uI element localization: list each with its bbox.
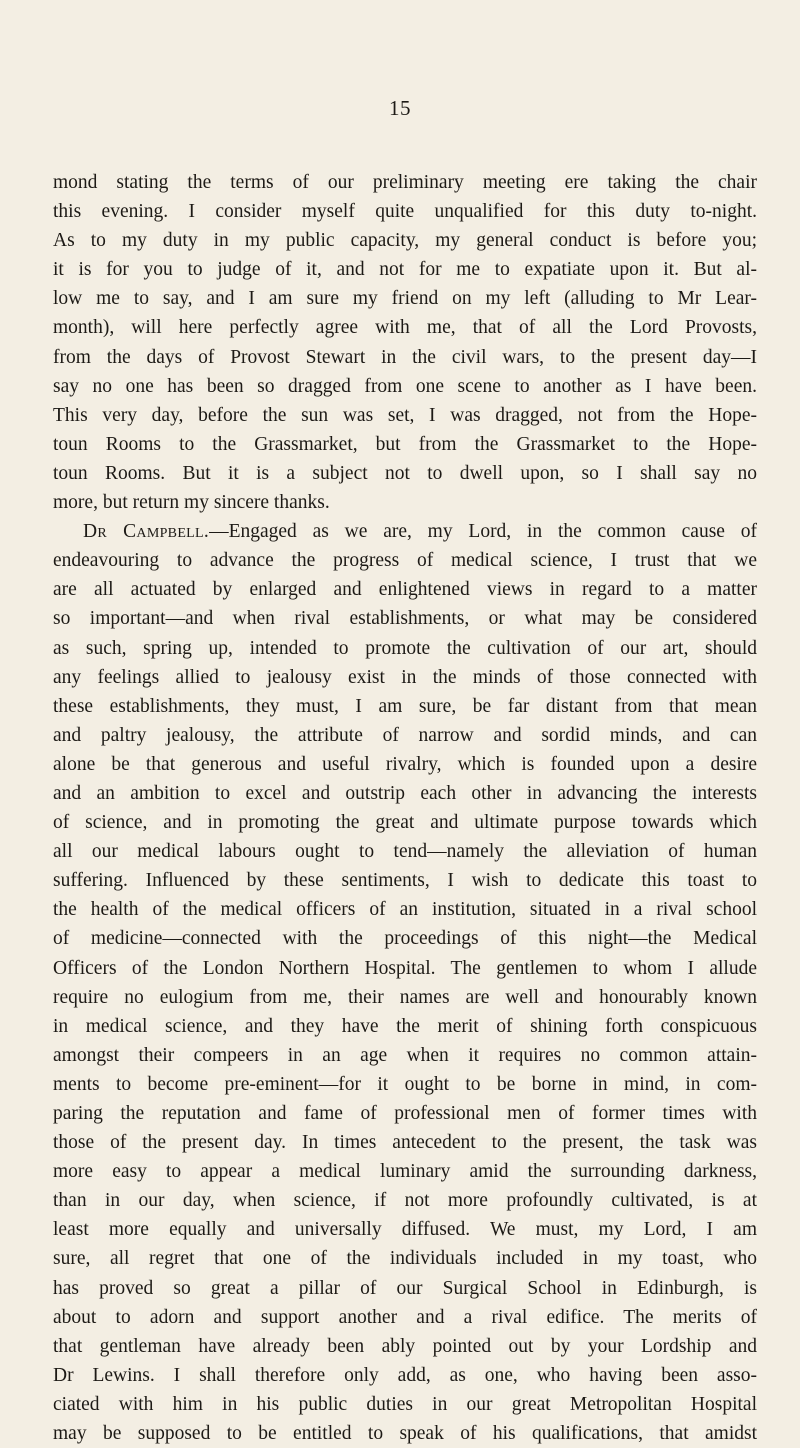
text-line: the health of the medical officers of an institution, situated in a rival school [53, 899, 757, 921]
text-line: say no one has been so dragged from one scene to another as I have been. [53, 375, 757, 397]
text-line: Dr Lewins. I shall therefore only add, as one, who having been asso- [53, 1364, 757, 1386]
text-line: amongst their compeers in an age when it requires no common attain- [53, 1044, 757, 1066]
text-line: month), will here perfectly agree with me, that of all the Lord Provosts, [53, 317, 757, 339]
text-line: This very day, before the sun was set, I was dragged, not from the Hope- [53, 404, 757, 426]
text-line: ciated with him in his public duties in our great Metropolitan Hospital [53, 1393, 757, 1415]
text-line: ments to become pre-eminent—for it ought to be borne in mind, in com- [53, 1073, 757, 1095]
text-line: may be supposed to be entitled to speak of his qualifications, that amidst [53, 1423, 757, 1445]
text-line: alone be that generous and useful rivalry, which is founded upon a desire [53, 753, 757, 775]
page-number: 15 [389, 96, 411, 120]
text-line: paring the reputation and fame of professional men of former times with [53, 1103, 757, 1124]
text-line: all our medical labours ought to tend—namely the alleviation of human [53, 841, 757, 863]
text-line [53, 517, 757, 546]
text-line: toun Rooms. But it is a subject not to dwell upon, so I shall say no [53, 462, 757, 484]
text-run: —Engaged as we are, my Lord, in the common cause of [209, 521, 758, 543]
text-line: and an ambition to excel and outstrip each other in advancing the interests [53, 782, 757, 804]
text-line: of medicine—connected with the proceedings of this night—the Medical [53, 928, 757, 950]
text-line: toun Rooms to the Grassmarket, but from the Grassmarket to the Hope- [53, 433, 757, 455]
text-line: are all actuated by enlarged and enlightened views in regard to a matter [53, 579, 757, 601]
text-line: has proved so great a pillar of our Surgical School in Edinburgh, is [53, 1277, 757, 1299]
text-line: those of the present day. In times antecedent to the present, the task was [53, 1132, 757, 1154]
text-line: endeavouring to advance the progress of medical science, I trust that we [53, 550, 757, 572]
text-line: so important—and when rival establishments, or what may be considered [53, 608, 757, 630]
text-line: of science, and in promoting the great and ultimate purpose towards which [53, 812, 757, 834]
text-line: Officers of the London Northern Hospital. The gentlemen to whom I allude [53, 957, 757, 979]
text-line: it is for you to judge of it, and not for me to expatiate upon it. But al- [53, 259, 757, 281]
text-line: from the days of Provost Stewart in the civil wars, to the present day—I [53, 346, 757, 368]
body-text [53, 168, 757, 1448]
text-line: in medical science, and they have the merit of shining forth conspicuous [53, 1015, 757, 1037]
text-line: more, but return my sincere thanks. [53, 492, 330, 514]
text-line: that gentleman have already been ably pointed out by your Lordship and [53, 1335, 757, 1357]
text-line: require no eulogium from me, their names are well and honourably known [53, 986, 757, 1008]
text-line: As to my duty in my public capacity, my general conduct is before you; [53, 230, 757, 252]
text-line: low me to say, and I am sure my friend on my left (alluding to Mr Lear- [53, 288, 757, 310]
text-line: sure, all regret that one of the individuals included in my toast, who [53, 1248, 757, 1270]
text-line: this evening. I consider myself quite unqualified for this duty to-night. [53, 201, 757, 223]
text-line: least more equally and universally diffused. We must, my Lord, I am [53, 1219, 757, 1241]
text-line: these establishments, they must, I am sure, be far distant from that mean [53, 695, 757, 717]
text-line: any feelings allied to jealousy exist in the minds of those connected with [53, 666, 757, 688]
text-line: more easy to appear a medical luminary amid the surrounding darkness, [53, 1161, 757, 1183]
text-line: as such, spring up, intended to promote the cultivation of our art, should [53, 637, 757, 659]
text-line: and paltry jealousy, the attribute of narrow and sordid minds, and can [53, 724, 757, 746]
speaker-name: Dr Campbell. [83, 521, 210, 543]
text-line: suffering. Influenced by these sentiments, I wish to dedicate this toast to [53, 870, 757, 892]
text-line: than in our day, when science, if not more profoundly cultivated, is at [53, 1190, 757, 1212]
paragraph [53, 517, 757, 1448]
text-line: mond stating the terms of our preliminary meeting ere taking the chair [53, 172, 757, 193]
text-line: about to adorn and support another and a rival edifice. The merits of [53, 1306, 757, 1328]
paragraph [53, 168, 757, 517]
